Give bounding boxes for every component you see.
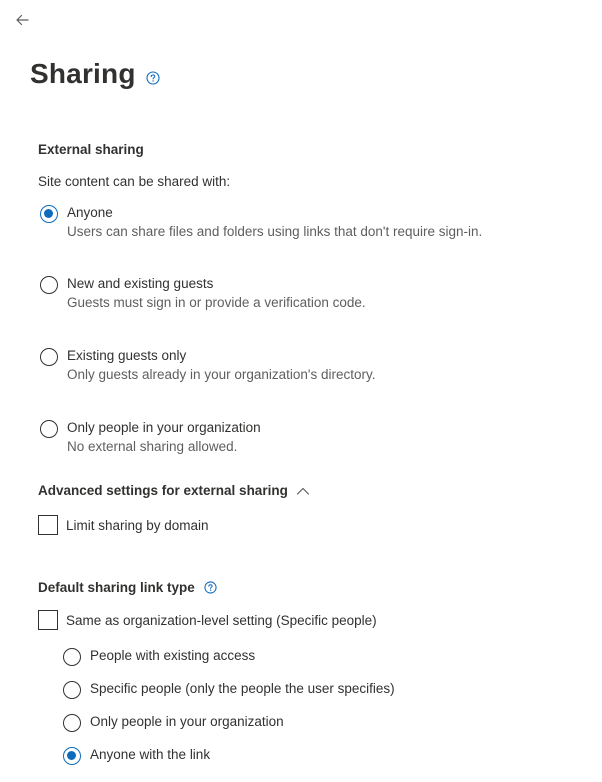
- radio-specific-people[interactable]: [63, 680, 395, 699]
- radio-button[interactable]: [63, 747, 81, 765]
- help-icon[interactable]: [204, 581, 217, 594]
- radio-button[interactable]: [63, 681, 81, 699]
- external-sharing-heading: External sharing: [38, 142, 144, 157]
- checkbox-label: Same as organization-level setting (Specific people): [66, 612, 377, 628]
- radio-existing-guests-only[interactable]: [40, 347, 375, 384]
- radio-only-people-in-org-link[interactable]: [63, 713, 284, 732]
- external-sharing-subheading: Site content can be shared with:: [38, 174, 231, 189]
- option-label: Specific people (only the people the user specifies): [90, 681, 395, 696]
- radio-button[interactable]: [40, 348, 58, 366]
- page-header: [30, 58, 158, 90]
- option-label: Existing guests only: [67, 348, 187, 363]
- radio-new-and-existing-guests[interactable]: [40, 275, 366, 312]
- option-label: People with existing access: [90, 648, 256, 663]
- radio-button[interactable]: [40, 276, 58, 294]
- option-label: Anyone with the link: [90, 747, 211, 762]
- checkbox-box[interactable]: [38, 515, 58, 535]
- arrow-left-icon: [12, 10, 32, 30]
- help-icon[interactable]: [146, 71, 158, 83]
- option-label: New and existing guests: [67, 276, 214, 291]
- advanced-settings-heading: Advanced settings for external sharing: [38, 483, 288, 498]
- default-link-type-heading: Default sharing link type: [38, 580, 195, 595]
- question-circle-icon: [146, 71, 160, 85]
- option-description: Guests must sign in or provide a verification code.: [67, 295, 366, 310]
- limit-by-domain-checkbox[interactable]: [38, 515, 209, 535]
- chevron-up-icon: [296, 486, 310, 496]
- radio-button[interactable]: [63, 714, 81, 732]
- radio-button[interactable]: [40, 420, 58, 438]
- checkbox-label: Limit sharing by domain: [66, 517, 209, 533]
- back-button[interactable]: [12, 10, 32, 30]
- radio-people-with-existing-access[interactable]: [63, 647, 255, 666]
- option-label: Only people in your organization: [90, 714, 284, 729]
- checkbox-box[interactable]: [38, 610, 58, 630]
- option-description: Users can share files and folders using links that don't require sign-in.: [67, 224, 483, 239]
- page-title: Sharing: [30, 58, 136, 89]
- option-label: Only people in your organization: [67, 420, 261, 435]
- default-link-type-header: [38, 580, 217, 595]
- radio-anyone-with-link[interactable]: [63, 746, 210, 765]
- advanced-settings-toggle[interactable]: [38, 483, 310, 498]
- same-as-org-checkbox[interactable]: [38, 610, 377, 630]
- radio-anyone[interactable]: [40, 204, 482, 241]
- radio-only-people-in-org[interactable]: [40, 419, 261, 456]
- option-description: No external sharing allowed.: [67, 439, 238, 454]
- radio-button[interactable]: [40, 205, 58, 223]
- option-description: Only guests already in your organization's directory.: [67, 367, 376, 382]
- radio-button[interactable]: [63, 648, 81, 666]
- option-label: Anyone: [67, 205, 113, 220]
